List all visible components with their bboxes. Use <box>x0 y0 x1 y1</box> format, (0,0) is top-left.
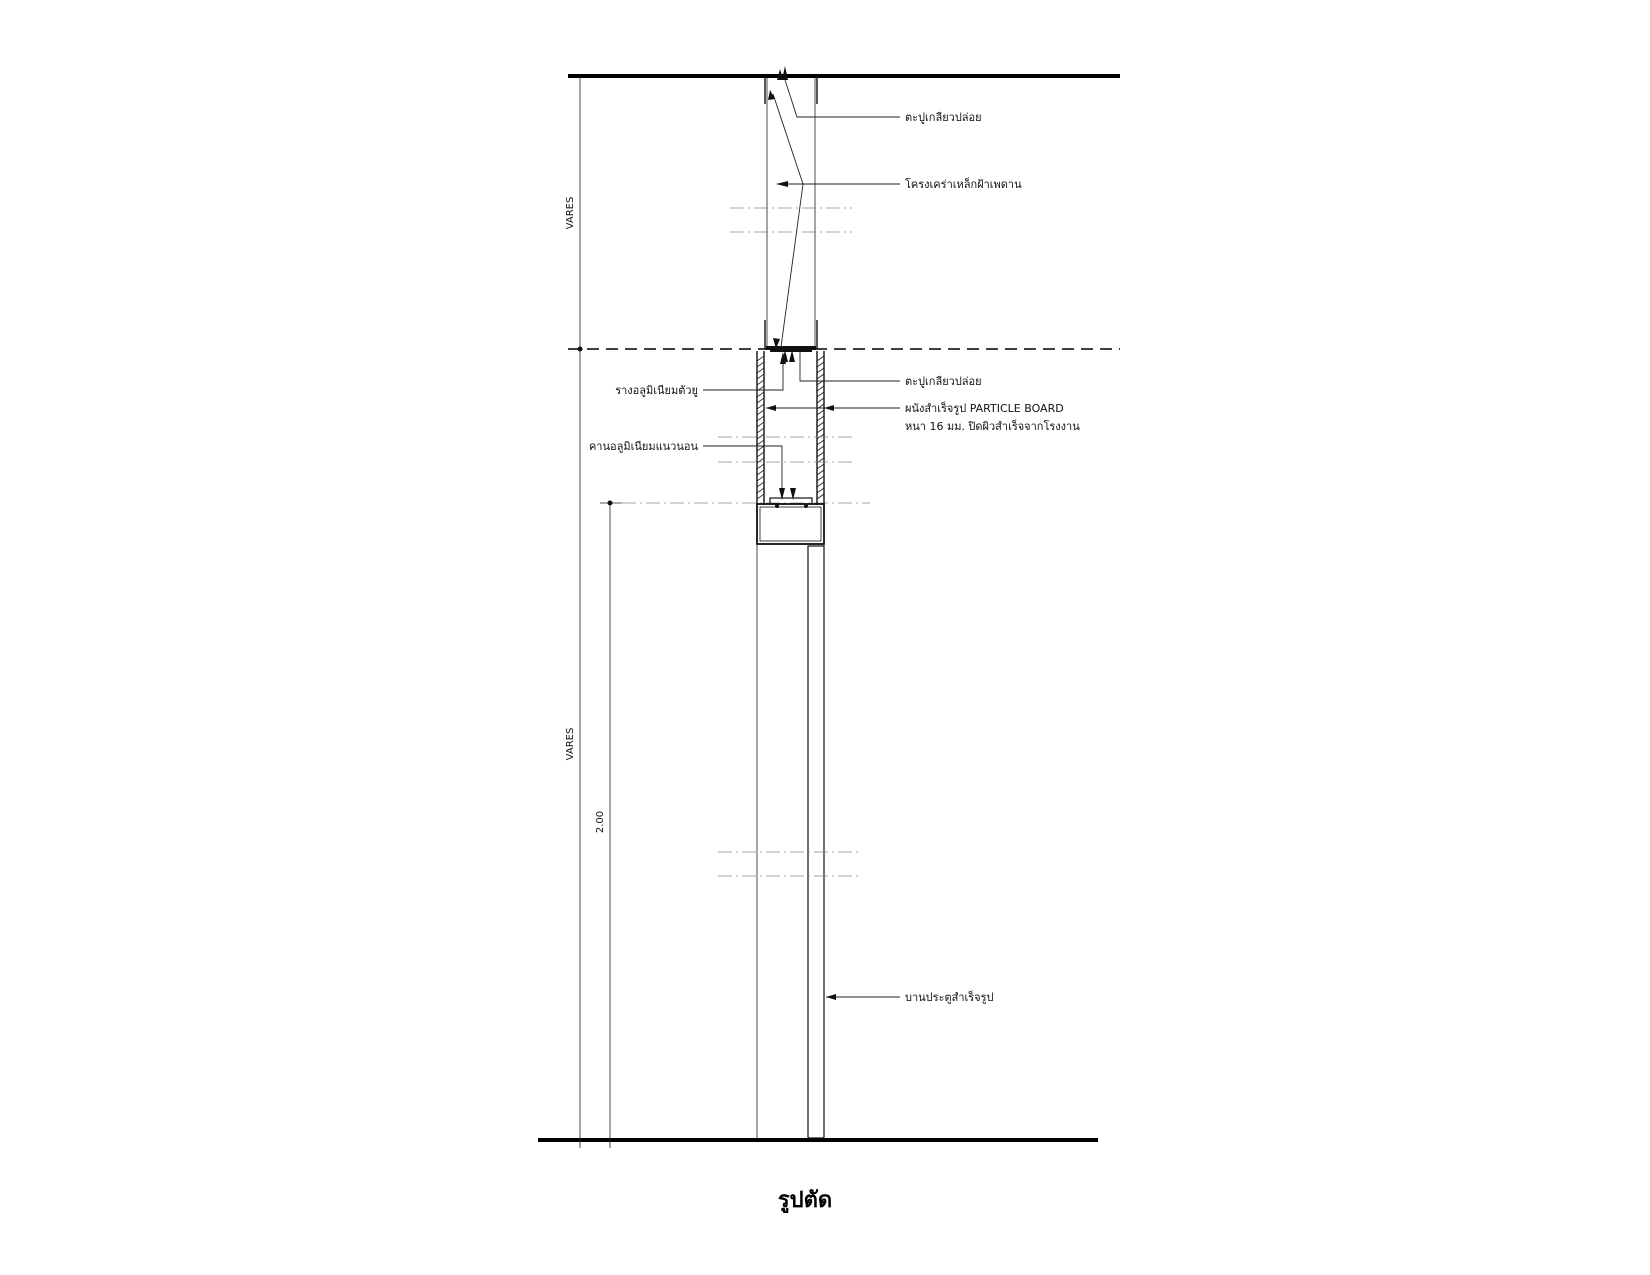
wall-hatch-stroke <box>817 422 824 427</box>
wall-hatch-stroke <box>817 374 824 379</box>
wall-hatch-stroke <box>817 410 824 415</box>
label-aluminium-rail: รางอลูมิเนียมตัวยู <box>615 384 698 397</box>
wall-hatch-stroke <box>757 398 764 403</box>
label-partition-board-line2: หนา 16 มม. ปิดผิวสำเร็จจากโรงงาน <box>905 420 1080 433</box>
wall-hatch-stroke <box>757 422 764 427</box>
wall-hatch-stroke <box>817 476 824 481</box>
wall-hatch-stroke <box>757 494 764 499</box>
upper-vares-dimension: VARES <box>565 196 576 230</box>
particle-board-partition <box>718 351 855 505</box>
wall-hatch-stroke <box>757 434 764 439</box>
wall-hatch-stroke <box>817 398 824 403</box>
wall-hatch-stroke <box>757 356 764 361</box>
label-door-leaf: บานประตูสำเร็จรูป <box>905 991 994 1004</box>
wall-hatch-stroke <box>817 362 824 367</box>
wall-hatch-stroke <box>817 356 824 361</box>
wall-hatch-stroke <box>757 428 764 433</box>
wall-hatch-stroke <box>817 470 824 475</box>
wall-hatch-stroke <box>757 362 764 367</box>
aluminium-u-rail <box>766 346 816 352</box>
wall-hatch-stroke <box>757 440 764 445</box>
wall-hatch-stroke <box>757 374 764 379</box>
label-ceiling-frame: โครงเคร่าเหล็กฝ้าเพดาน <box>905 178 1022 191</box>
wall-hatch-stroke <box>757 470 764 475</box>
wall-hatch-stroke <box>817 368 824 373</box>
wall-hatch-stroke <box>757 404 764 409</box>
wall-hatch-stroke <box>817 452 824 457</box>
dimension-chain-left <box>578 76 871 1148</box>
wall-hatch-stroke <box>757 482 764 487</box>
lower-vares-dimension: VARES <box>565 727 576 761</box>
wall-hatch-stroke <box>757 476 764 481</box>
wall-hatch-stroke <box>817 416 824 421</box>
label-mid-anchor: ตะปูเกลียวปล่อย <box>905 375 982 388</box>
wall-hatch-stroke <box>817 446 824 451</box>
door-height-dimension: 2.00 <box>595 810 606 834</box>
wall-hatch-stroke <box>817 482 824 487</box>
leader-lines <box>703 66 900 1000</box>
wall-hatch-stroke <box>817 428 824 433</box>
wall-hatch-stroke <box>757 410 764 415</box>
wall-hatch-stroke <box>817 494 824 499</box>
wall-hatch-stroke <box>757 416 764 421</box>
wall-hatch-stroke <box>757 464 764 469</box>
wall-hatch-stroke <box>757 446 764 451</box>
wall-hatch-stroke <box>757 368 764 373</box>
wall-hatch-stroke <box>757 392 764 397</box>
wall-hatch-stroke <box>817 392 824 397</box>
label-partition-board-line1: ผนังสำเร็จรูป PARTICLE BOARD <box>905 402 1064 415</box>
label-top-anchor: ตะปูเกลียวปล่อย <box>905 111 982 124</box>
drawing-title: รูปตัด <box>777 1188 833 1213</box>
wall-hatch-stroke <box>817 464 824 469</box>
wall-hatch-stroke <box>817 434 824 439</box>
wall-hatch-stroke <box>757 380 764 385</box>
wall-hatch-stroke <box>757 452 764 457</box>
wall-hatch-stroke <box>817 386 824 391</box>
label-horizontal-beam: คานอลูมิเนียมแนวนอน <box>588 440 698 453</box>
wall-hatch-stroke <box>817 488 824 493</box>
wall-hatch-stroke <box>757 488 764 493</box>
horizontal-aluminium-beam <box>757 498 824 544</box>
wall-hatch-stroke <box>817 440 824 445</box>
door-assembly <box>718 544 860 1138</box>
